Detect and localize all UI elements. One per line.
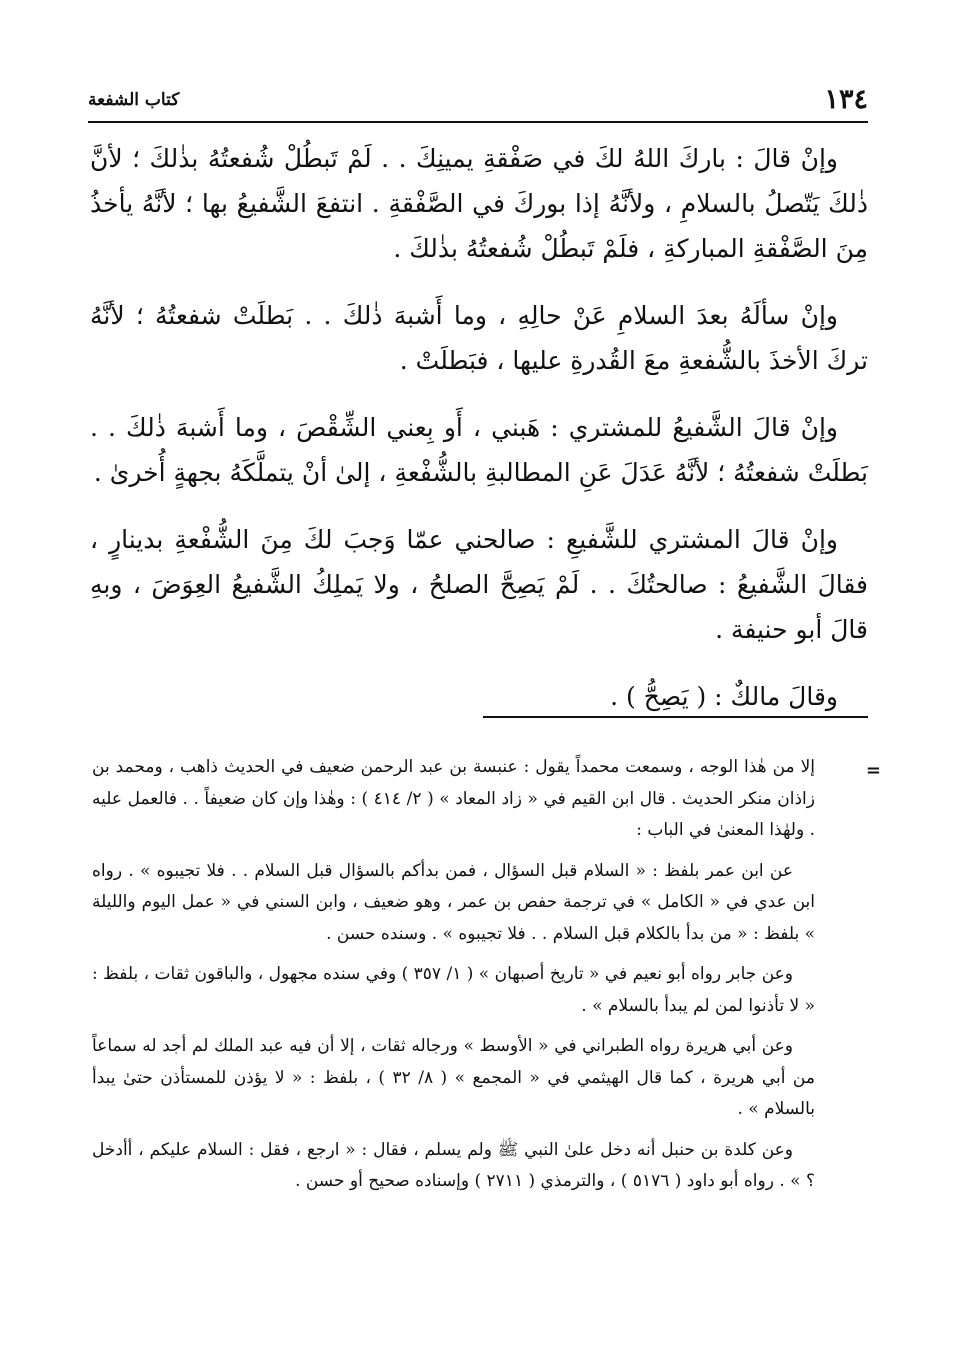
footnote-paragraph: عن ابن عمر بلفظ : « السلام قبل السؤال ، فمن بدأكم بالسؤال قبل السلام . . فلا تجيبوه » . رواه ابن عدي في « الكامل » في ترجمة حفص بن عمر ، وهو ضعيف ، وابن السني في « عمل اليوم والليلة » بلفظ : « من بدأ بالكلام قبل السلام . . فلا تجيبوه » . وسنده حسن . bbox=[92, 860, 815, 944]
paragraph: وإنْ سألَهُ بعدَ السلامِ عَنْ حالِهِ ، وما أَشبهَ ذٰلكَ . . بَطلَتْ شفعتُهُ ؛ لأنَّهُ تركَ الأخذَ بالشُّفعةِ معَ القُدرةِ عليها ، فبَطلَتْ . bbox=[90, 301, 868, 375]
main-text bbox=[90, 136, 868, 741]
paragraph: وقالَ مالكٌ : ( يَصِحُّ ) . bbox=[610, 682, 838, 711]
footnote-paragraph: وعن أبي هريرة رواه الطبراني في « الأوسط » ورجاله ثقات ، إلا أن فيه عبد الملك لم أجد له سماعاً من أبي هريرة ، كما قال الهيثمي في « المجمع » ( ٨/ ٣٢ ) ، بلفظ : « لا يؤذن للمستأذن حتىٰ يبدأ بالسلام » . bbox=[92, 1036, 815, 1119]
paragraph: وإنْ قالَ الشَّفيعُ للمشتري : هَبني ، أَو بِعني الشِّقْصَ ، وما أَشبهَ ذٰلكَ . . بَطلَتْ شفعتُهُ ؛ لأنَّهُ عَدَلَ عَنِ المطالبةِ بالشُّفْعةِ ، إلىٰ أنْ يتملَّكَهُ بجهةٍ أُخرىٰ . bbox=[90, 413, 868, 487]
paragraph: وإنْ قالَ : باركَ اللهُ لكَ في صَفْقةِ يمينِكَ . . لَمْ تَبطُلْ شُفعتُهُ بذٰلكَ ؛ لأنَّ ذٰلكَ يَتّصلُ بالسلامِ ، ولأنَّهُ إذا بوركَ في الصَّفْقةِ . انتفعَ الشَّفيعُ بها ؛ لأنَّهُ يأخذُ مِنَ الصَّفْقةِ المباركةِ ، فلَمْ تَبطُلْ شُفعتُهُ بذٰلكَ . bbox=[90, 144, 868, 263]
footnote-paragraph: وعن كلدة بن حنبل أنه دخل علىٰ النبي ﷺ ولم يسلم ، فقال : « ارجع ، فقل : السلام عليكم ، أأدخل ؟ » . رواه أبو داود ( ٥١٧٦ ) ، والترمذي ( ٢٧١١ ) وإسناده صحيح أو حسن . bbox=[92, 1139, 815, 1191]
footnote-separator bbox=[483, 716, 868, 718]
paragraph: وإنْ قالَ المشتري للشَّفيعِ : صالحني عمّا وَجبَ لكَ مِنَ الشُّفْعةِ بدينارٍ ، فقالَ الشَّفيعُ : صالحتُكَ . . لَمْ يَصِحَّ الصلحُ ، ولا يَملِكُ الشَّفيعُ العِوَضَ ، وبهِ قالَ أبو حنيفة . bbox=[90, 525, 868, 644]
footnote-continuation-mark: = bbox=[865, 760, 881, 781]
footnote-paragraph: إلا من هٰذا الوجه ، وسمعت محمداً يقول : عنبسة بن عبد الرحمن ضعيف في الحديث ذاهب ، ومحمد بن زاذان منكر الحديث . قال ابن القيم في « زاد المعاد » ( ٢/ ٤١٤ ) : وهٰذا وإن كان ضعيفاً . . فالعمل عليه . ولهٰذا المعنىٰ في الباب : bbox=[92, 757, 815, 840]
header-rule bbox=[88, 121, 868, 123]
page-header bbox=[88, 84, 868, 124]
running-title: كتاب الشفعة bbox=[88, 90, 180, 110]
footnote-paragraph: وعن جابر رواه أبو نعيم في « تاريخ أصبهان » ( ١/ ٣٥٧ ) وفي سنده مجهول ، والباقون ثقات ، بلفظ : « لا تأذنوا لمن لم يبدأ بالسلام » . bbox=[92, 964, 815, 1016]
page-number: ١٣٤ bbox=[824, 84, 868, 115]
footnotes bbox=[92, 752, 815, 1207]
